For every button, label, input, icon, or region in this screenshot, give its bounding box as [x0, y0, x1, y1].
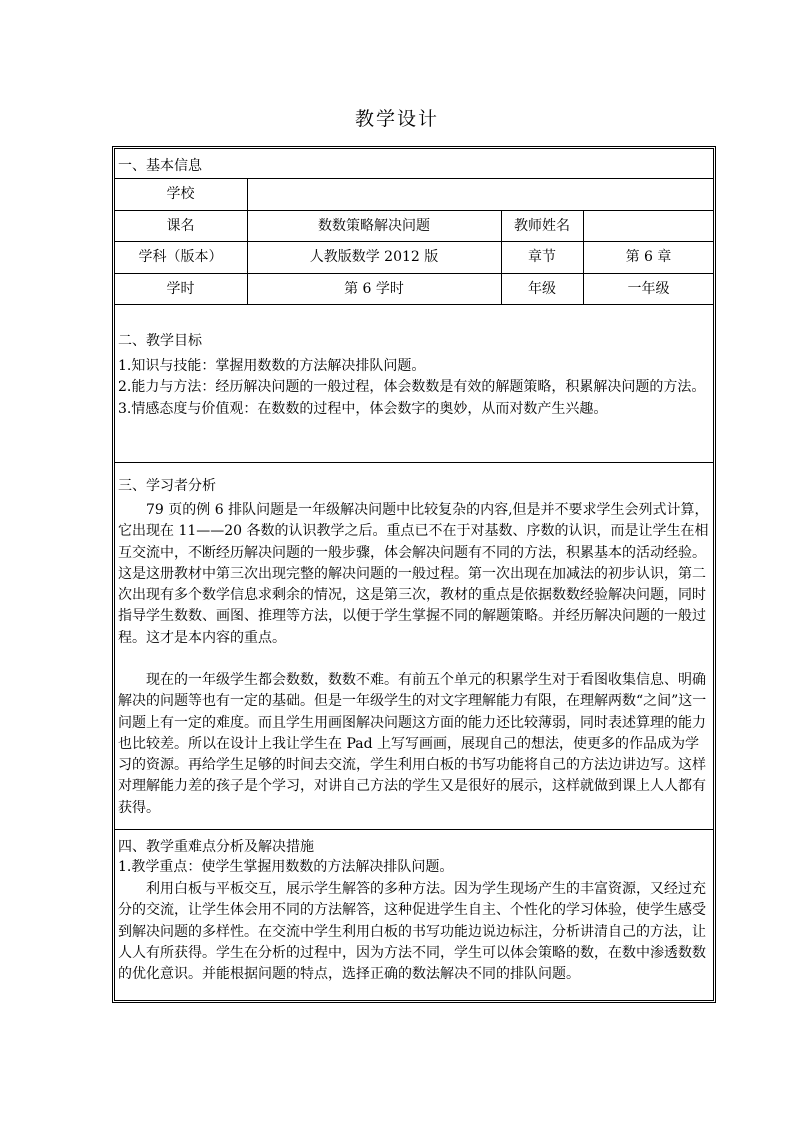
- objective-item: 2.能力与方法：经历解决问题的一般过程，体会数数是有效的解题策略，积累解决问题的方法。: [118, 379, 706, 396]
- section3-heading: 三、学习者分析: [118, 478, 216, 494]
- divider: [114, 178, 714, 179]
- period-label: 学时: [166, 281, 195, 297]
- divider: [114, 829, 714, 830]
- subject-value: 人教版数学 2012 版: [309, 249, 439, 265]
- chapter-label: 章节: [528, 249, 556, 265]
- divider: [114, 210, 714, 211]
- section4-heading: 四、教学重难点分析及解决措施: [118, 839, 314, 855]
- document-title: 教学设计: [354, 108, 439, 130]
- course-label: 课名: [166, 218, 195, 234]
- divider: [114, 273, 714, 274]
- section2-heading: 二、教学目标: [118, 333, 202, 349]
- learner-analysis-paragraph-1: 79 页的例 6 排队问题是一年级解决问题中比较复杂的内容,但是并不要求学生会列式计算，它出现在 11——20 各数的认识教学之后。重点已不在于对基数、序数的认识，而是让学生在相互交流中，不断经历解决问题的一般步骤，体会解决问题有不同的方法，积累基本的活动经验。这是这册教材中第三次出现完整的解决问题的一般过程。第一次出现在加减法的初步认识，第二次出现有多个数学信息求剩余的情况，这是第三次，教材的重点是依据数数经验解决问题，同时指导学生数数、画图、推理等方法，以便于学生掌握不同的解题策略。并经历解决问题的一般过程。这才是本内容的重点。: [118, 502, 709, 646]
- school-label: 学校: [166, 186, 195, 202]
- divider: [114, 241, 714, 242]
- learner-analysis-paragraph-2: 现在的一年级学生都会数数，数数不难。有前五个单元的积累学生对于看图收集信息、明确解决的问题等也有一定的基础。但是一年级学生的对文字理解能力有限，在理解两数“之间”这一问题上有一定的难度。而且学生用画图解决问题这方面的能力还比较薄弱，同时表述算理的能力也比较差。所以在设计上我让学生在 Pad 上写写画画，展现自己的想法，使更多的作品成为学习的资源。再给学生足够的时间去交流，学生利用白板的书写功能将自己的方法边讲边写。这样对理解能力差的孩子是个学习，对讲自己方法的学生又是很好的展示，这样就做到课上人人都有获得。: [118, 672, 707, 816]
- key-point-paragraph: 利用白板与平板交互，展示学生解答的多种方法。因为学生现场产生的丰富资源，又经过充分的交流，让学生体会用不同的方法解答，这种促进学生自主、个性化的学习体验，使学生感受到解决问题的多样性。在交流中学生利用白板的书写功能边说边标注，分析讲清自己的方法，让人人有所获得。学生在分析的过程中，因为方法不同，学生可以体会策略的数，在数中渗透数数的优化意识。并能根据问题的特点，选择正确的数法解决不同的排队问题。: [118, 881, 706, 983]
- teacher-label: 教师姓名: [514, 218, 570, 234]
- key-point-line: 1.教学重点：使学生掌握用数数的方法解决排队问题。: [118, 859, 454, 875]
- section1-heading: 一、基本信息: [118, 158, 202, 174]
- divider: [114, 462, 714, 463]
- chapter-value: 第 6 章: [625, 249, 672, 265]
- objective-item: 3.情感态度与价值观：在数数的过程中，体会数字的奥妙，从而对数产生兴趣。: [118, 400, 608, 417]
- objective-item: 1.知识与技能：掌握用数数的方法解决排队问题。: [118, 358, 426, 374]
- grade-value: 一年级: [627, 281, 670, 297]
- divider: [114, 304, 714, 305]
- period-value: 第 6 学时: [344, 281, 404, 297]
- objectives-list: [118, 356, 710, 420]
- course-value: 数数策略解决问题: [318, 218, 430, 234]
- subject-label: 学科（版本）: [138, 249, 223, 265]
- grade-label: 年级: [528, 281, 556, 297]
